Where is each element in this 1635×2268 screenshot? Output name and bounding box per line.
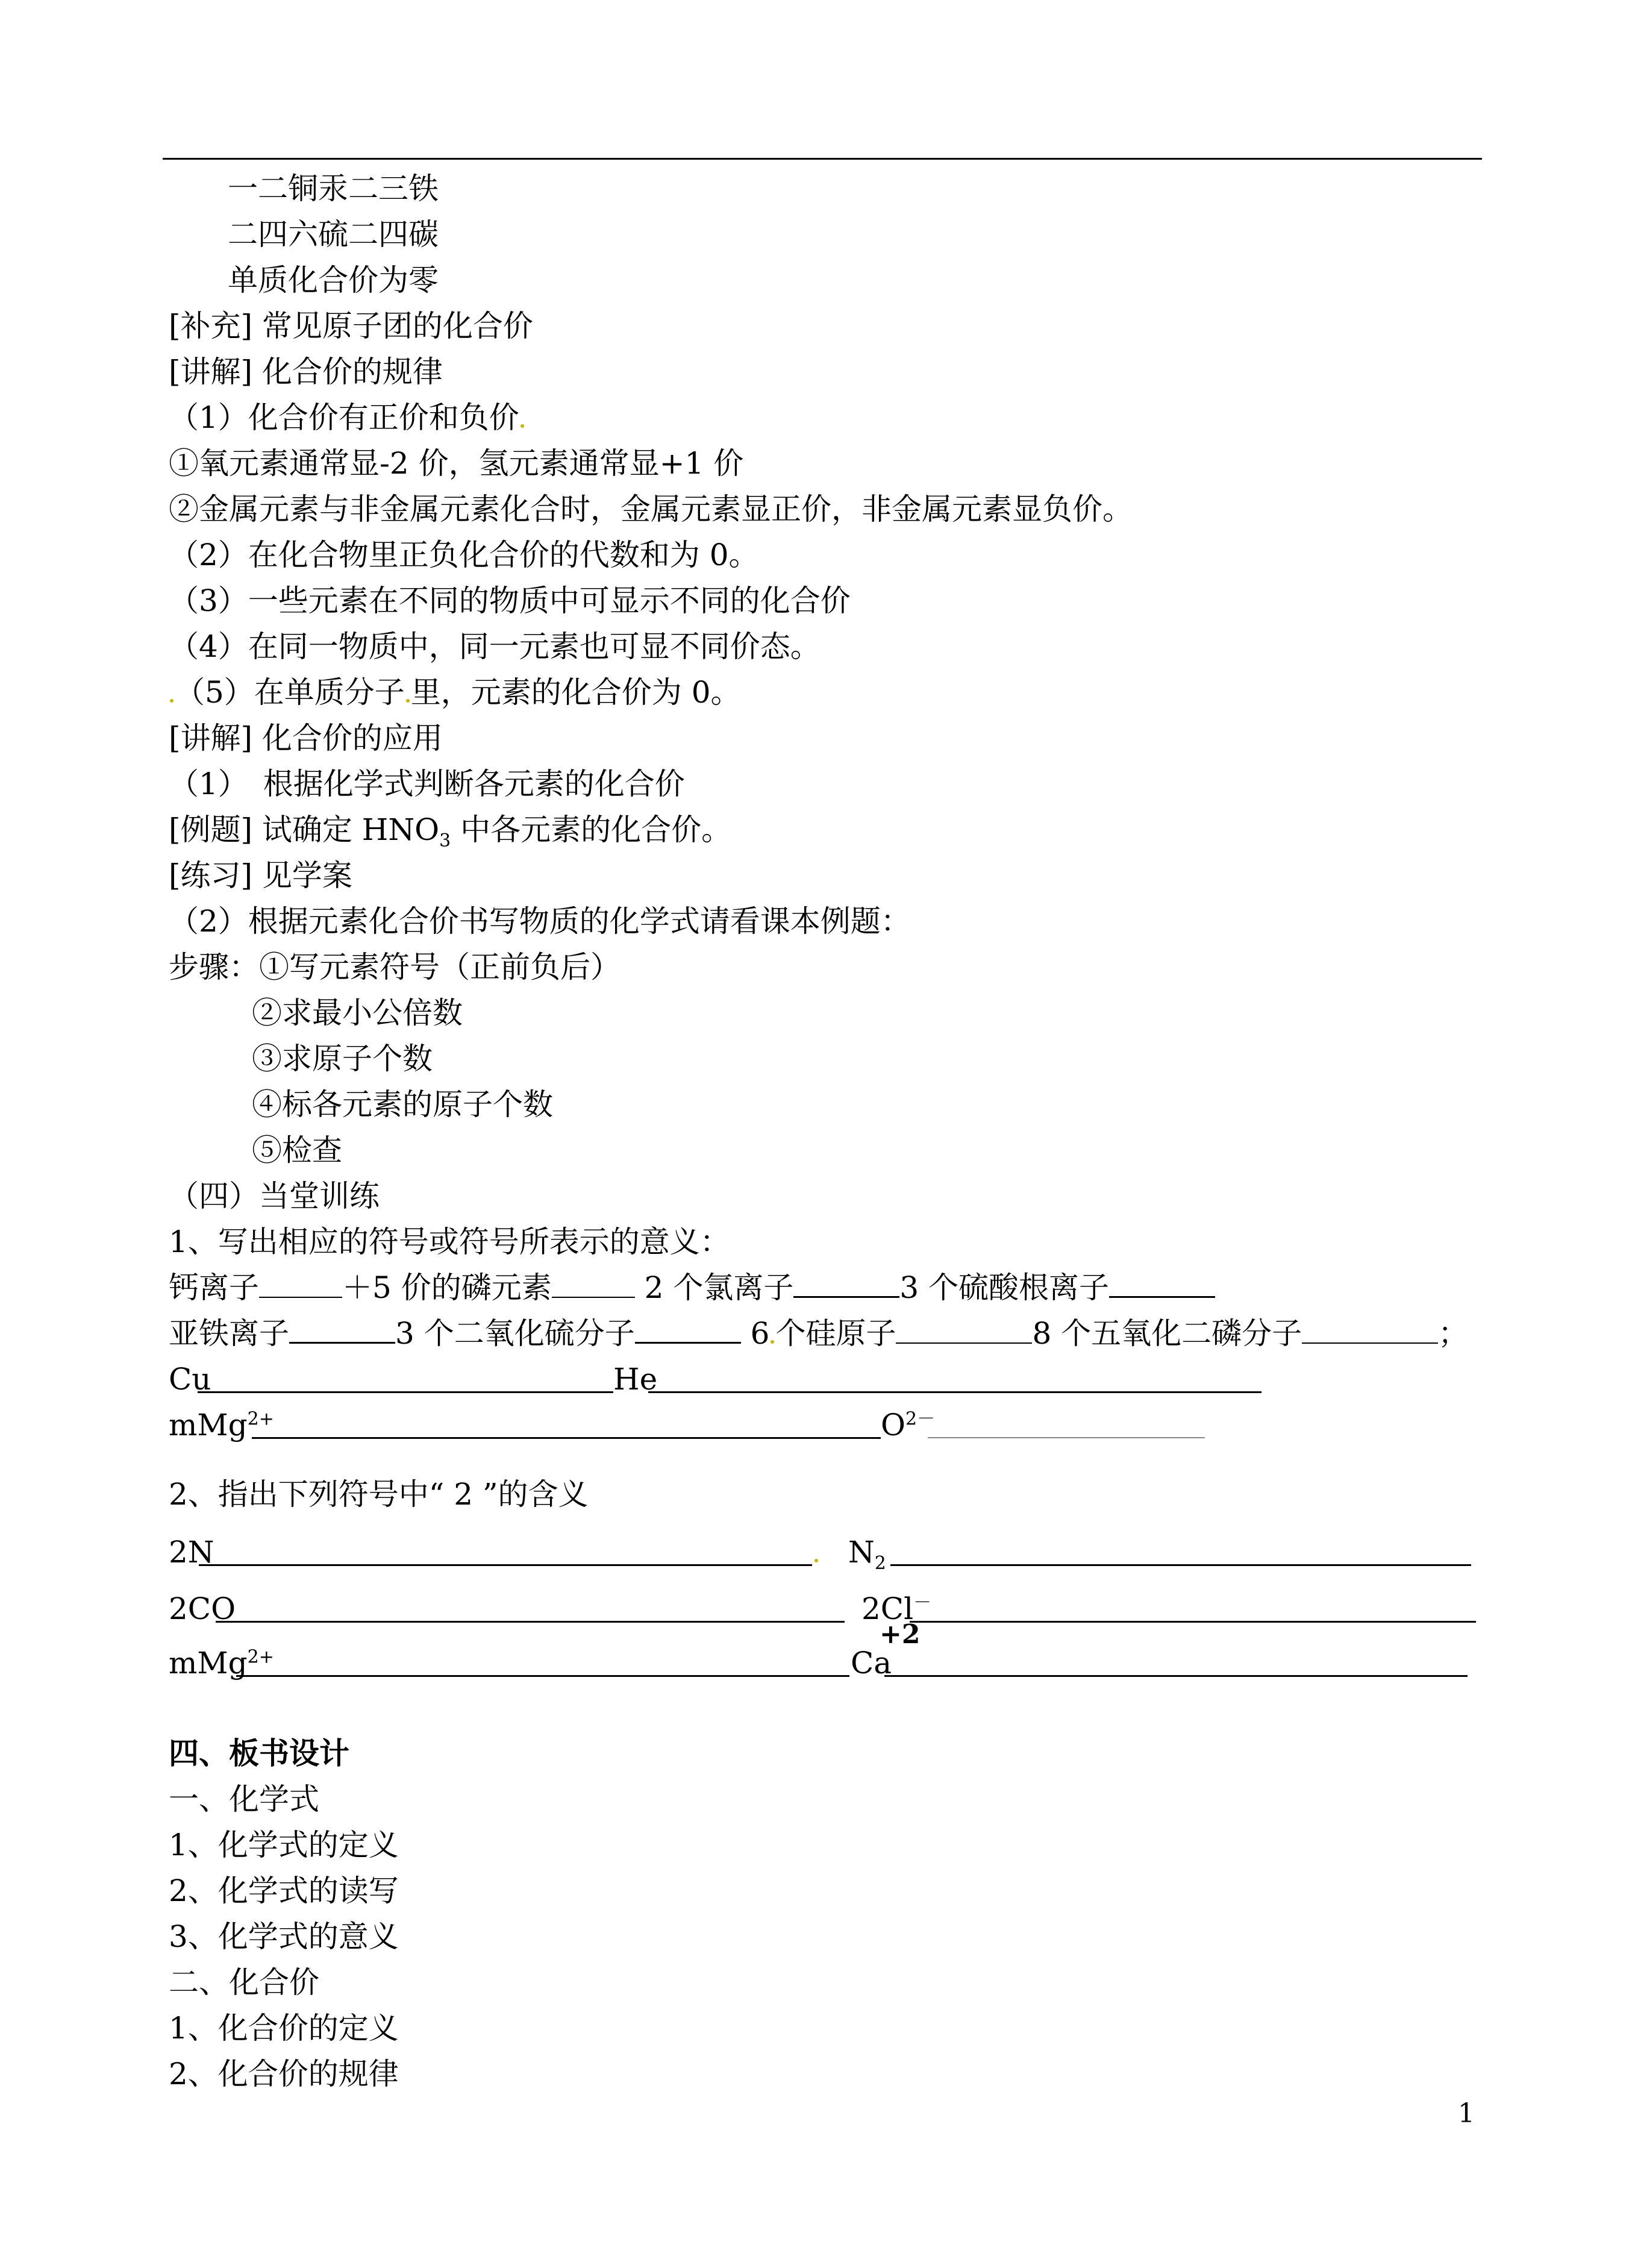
example-subscript: 3 [439,830,451,851]
board-item: 2、化学式的读写 [169,1873,399,1908]
q1-r1-blank-a[interactable] [259,1271,342,1298]
q2-r1-label-b [848,1534,886,1574]
q2-r2-blank-b[interactable] [910,1621,1476,1623]
rule-1b-line: ②金属元素与非金属元素化合时，金属元素显正价，非金属元素显负价。 [169,492,1133,527]
scan-dot [814,1559,818,1562]
mnemonic-line-1: 一二铜汞二三铁 [228,171,439,206]
q1-r2-blank-c[interactable] [896,1317,1032,1344]
rule-1a-line: ①氧元素通常显-2 价，氢元素通常显+1 价 [169,446,744,481]
q1-r2-blank-b[interactable] [635,1317,741,1344]
q1-r1-blank-b[interactable] [552,1271,635,1298]
scan-dot [170,699,174,703]
q1-r4-blank-a[interactable] [252,1437,881,1439]
example-line [169,812,732,851]
practice-line: [练习] 见学案 [169,858,352,893]
board-item: 二、化合价 [169,1965,319,2000]
q1-r2-label-a: 亚铁离子 [169,1316,289,1351]
q2-r1-blank-a[interactable] [199,1564,812,1566]
q1-r4-symbol-b: O [881,1408,905,1443]
q2-r1-dot [813,1534,819,1570]
q1-r4-symbol-a: mMg [169,1408,248,1443]
use-2-line: （2）根据元素化合价书写物质的化学式请看课本例题： [169,904,911,939]
q1-r2-end: ； [1438,1316,1469,1351]
q1-r1-label-a: 钙离子 [169,1270,259,1305]
q2-r2-symbol-b: 2Cl [861,1591,914,1626]
board-item: 1、化合价的定义 [169,2011,399,2046]
lecture-use-line: [讲解] 化合价的应用 [169,721,443,756]
q2-r3-label-b: Ca [851,1646,892,1681]
steps-line: 步骤：①写元素符号（正前负后） [169,950,621,985]
q1-r1-label-d: 3 个硫酸根离子 [899,1270,1110,1305]
q1-r4-label-b [881,1407,935,1443]
board-item: 1、化学式的定义 [169,1828,399,1862]
q2-r2-blank-a[interactable] [216,1621,845,1623]
q1-r2-label-d: 8 个五氧化二磷分子 [1032,1316,1302,1351]
board-heading-pre: 四、板书 [169,1735,289,1771]
q1-r3-label-a: Cu [169,1362,211,1397]
rule-4-line: （4）在同一物质中，同一元素也可显不同价态。 [169,629,821,664]
q2-r2-label-a: 2CO [169,1591,236,1626]
step-2-line: ②求最小公倍数 [252,995,463,1030]
supplement-line: [补充] 常见原子团的化合价 [169,309,533,343]
q1-r2-blank-d[interactable] [1302,1317,1438,1344]
step-3-line: ③求原子个数 [252,1041,433,1076]
q1-row-2 [169,1315,1468,1352]
board-item: 2、化合价的规律 [169,2057,399,2091]
q1-r1-label-b: ＋5 价的磷元素 [342,1270,552,1305]
example-text-pre: [例题] 试确定 HNO [169,812,440,847]
q1-r3-blank-a[interactable] [198,1391,613,1393]
q1-r2-label-c-pre: 6 [740,1316,770,1351]
q2-r3-blank-a[interactable] [236,1675,849,1677]
q1-r3-blank-b[interactable] [648,1391,1261,1393]
q1-r1-blank-d[interactable] [1109,1271,1215,1298]
q2-r1-subscript-b: 2 [874,1553,886,1574]
q2-r3-blank-b[interactable] [884,1675,1468,1677]
q1-r4-charge-b: 2－ [905,1408,936,1430]
header-rule [163,158,1482,160]
step-5-line: ⑤检查 [252,1133,342,1168]
mnemonic-line-2: 二四六硫二四碳 [228,217,439,252]
q1-row-1 [169,1270,1215,1306]
q2-r3-valence-mark: +2 [880,1619,921,1650]
lecture-rules-line: [讲解] 化合价的规律 [169,354,443,389]
rule-5-line [169,674,741,710]
board-heading [169,1735,349,1771]
rule-3-line: （3）一些元素在不同的物质中可显示不同的化合价 [169,583,851,618]
q2-r1-label-a: 2N [169,1535,214,1570]
q1-r1-blank-c[interactable] [793,1271,899,1298]
q1-r2-label-b: 3 个二氧化硫分子 [395,1316,635,1351]
q2-r2-charge-b: － [913,1592,932,1614]
q2-r3-charge-a: 2+ [247,1646,274,1668]
q1-r4-charge-a: 2+ [247,1408,274,1430]
rule-2-line: （2）在化合物里正负化合价的代数和为 0。 [169,537,759,572]
page-number: 1 [1458,2098,1475,2129]
rule-1-text: （1）化合价有正价和负价 [169,400,519,435]
rule-1-line [169,399,525,436]
scan-dot [771,1340,774,1344]
question-2-heading: 2、指出下列符号中“ 2 ”的含义 [169,1477,589,1512]
use-1-line: （1） 根据化学式判断各元素的化合价 [169,766,685,801]
board-item: 3、化学式的意义 [169,1919,399,1954]
example-text-post: 中各元素的化合价。 [451,812,732,847]
question-1-heading: 1、写出相应的符号或符号所表示的意义： [169,1224,730,1259]
q1-r1-label-c: 2 个氯离子 [634,1270,794,1305]
board-item: 一、化学式 [169,1782,319,1817]
q2-r1-blank-b[interactable] [890,1564,1471,1566]
q1-r3-label-b: He [613,1362,658,1397]
q2-r3-symbol-a: mMg [169,1646,248,1681]
q1-r2-label-c-post: 个硅原子 [775,1316,896,1351]
rule-5-text-b: 里，元素的化合价为 0。 [410,675,741,710]
mnemonic-line-3: 单质化合价为零 [228,263,439,298]
section-4-heading: （四）当堂训练 [169,1179,380,1214]
q1-r2-blank-a[interactable] [289,1317,395,1344]
scan-dot [521,424,524,428]
board-heading-bold: 设计 [289,1735,349,1771]
scan-dot [406,699,410,703]
rule-5-text-a: （5）在单质分子 [175,675,405,710]
q2-r1-symbol-b: N [848,1535,875,1570]
q1-r4-blank-b[interactable] [928,1437,1205,1438]
step-4-line: ④标各元素的原子个数 [252,1087,553,1122]
